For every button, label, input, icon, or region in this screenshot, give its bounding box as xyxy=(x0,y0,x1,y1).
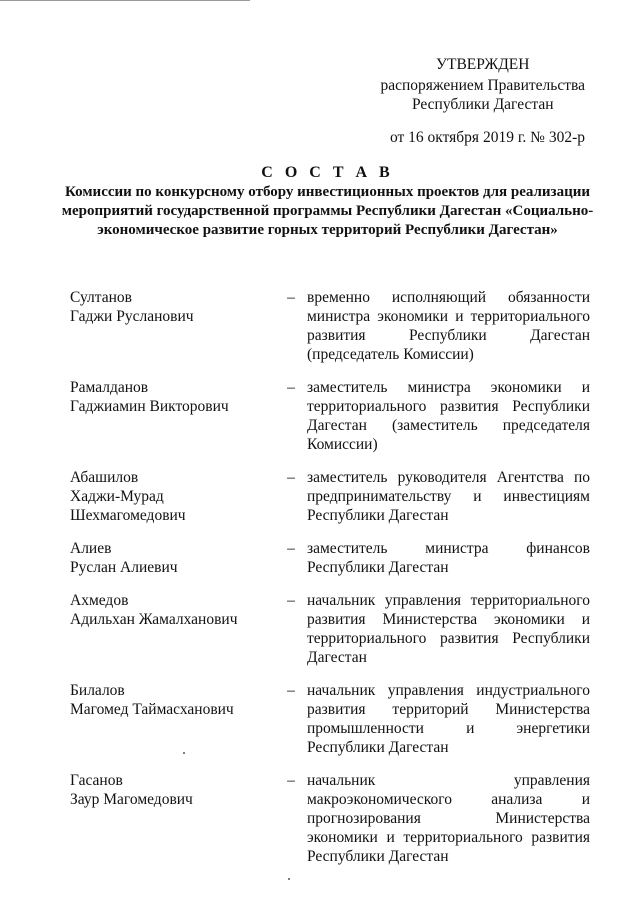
member-dash: – xyxy=(287,469,295,486)
scan-speck xyxy=(288,878,290,880)
approval-block xyxy=(380,55,585,147)
member-surname: Рамалданов xyxy=(70,379,149,396)
member-dash: – xyxy=(287,682,295,699)
member-row xyxy=(70,288,590,364)
member-given-name: Заур Магомедович xyxy=(70,791,193,808)
member-dash: – xyxy=(287,592,295,609)
member-surname: Абашилов xyxy=(70,469,139,486)
scan-edge-line xyxy=(0,0,250,1)
member-row xyxy=(70,378,590,454)
scan-speck xyxy=(183,752,185,754)
member-name xyxy=(70,288,275,364)
member-row xyxy=(70,591,590,667)
member-row xyxy=(70,771,590,866)
member-row xyxy=(70,468,590,525)
member-surname: Гасанов xyxy=(70,772,123,789)
member-given-name: Хаджи-Мурад Шехмагомедович xyxy=(70,488,186,524)
member-name xyxy=(70,681,275,757)
member-role: заместитель министра экономики и территориального развития Республики Дагестан (заместитель председателя Комиссии) xyxy=(307,379,590,453)
approval-line-2: Республики Дагестан xyxy=(411,96,554,113)
member-name xyxy=(70,539,275,577)
member-surname: Султанов xyxy=(70,289,132,306)
member-role: заместитель руководителя Агентства по предпринимательству и инвестициям Республики Дагестан xyxy=(307,469,590,524)
member-surname: Алиев xyxy=(70,540,112,557)
member-row xyxy=(70,681,590,757)
member-role: заместитель министра финансов Республики Дагестан xyxy=(307,540,590,576)
member-list xyxy=(70,288,590,880)
member-dash: – xyxy=(287,540,295,557)
document-heading xyxy=(60,163,595,240)
member-row xyxy=(70,539,590,577)
member-given-name: Гаджи Русланович xyxy=(70,308,194,325)
member-given-name: Гаджиамин Викторович xyxy=(70,398,229,415)
member-name xyxy=(70,468,275,525)
member-dash: – xyxy=(287,379,295,396)
member-dash: – xyxy=(287,289,295,306)
document-subtitle: Комиссии по конкурсному отбору инвестиционных проектов для реализации мероприятий государственной программы Республики Дагестан «Социально-экономическое развитие горных территорий Республики Дагестан» xyxy=(61,184,594,238)
member-name xyxy=(70,591,275,667)
document-title: С О С Т А В xyxy=(261,164,394,181)
approval-title: УТВЕРЖДЕН xyxy=(436,56,530,73)
approval-date: от 16 октября 2019 г. № 302-р xyxy=(389,129,585,146)
member-given-name: Адильхан Жамалханович xyxy=(70,611,238,628)
member-given-name: Магомед Таймасханович xyxy=(70,701,234,718)
member-role: начальник управления территориального развития Министерства экономики и территориального развития Республики Дагестан xyxy=(307,592,590,666)
member-name xyxy=(70,378,275,454)
member-name xyxy=(70,771,275,866)
member-role: начальник управления макроэкономического анализа и прогнозирования Министерства экономики и территориального развития Республики Дагестан xyxy=(307,772,590,865)
member-surname: Билалов xyxy=(70,682,125,699)
member-given-name: Руслан Алиевич xyxy=(70,559,178,576)
approval-line-1: распоряжением Правительства xyxy=(380,77,585,94)
member-surname: Ахмедов xyxy=(70,592,129,609)
member-dash: – xyxy=(287,772,295,789)
member-role: начальник управления индустриального развития территорий Министерства промышленности и энергетики Республики Дагестан xyxy=(307,682,590,756)
member-role: временно исполняющий обязанности министра экономики и территориального развития Республики Дагестан (председатель Комиссии) xyxy=(307,289,590,363)
